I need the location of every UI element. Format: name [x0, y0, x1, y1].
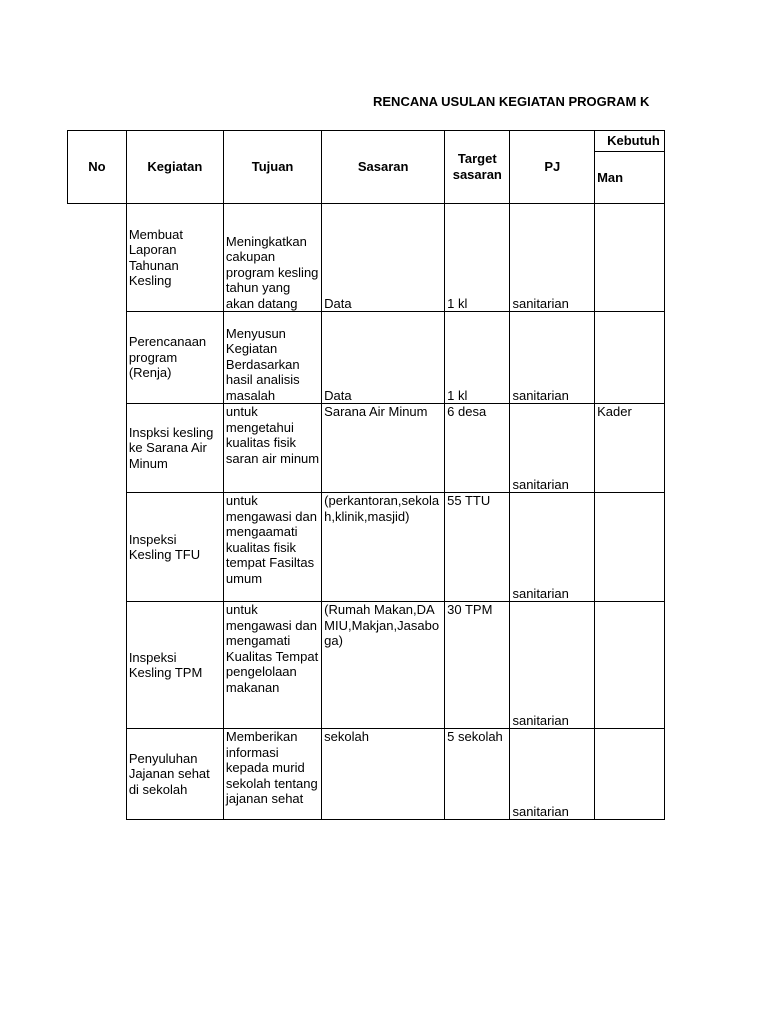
no-cell — [68, 493, 127, 602]
header-tujuan: Tujuan — [223, 131, 321, 204]
sasaran-cell: Data — [322, 312, 445, 404]
target-cell: 55 TTU — [445, 493, 510, 602]
table-row — [68, 493, 665, 602]
page-title: RENCANA USULAN KEGIATAN PROGRAM K — [373, 94, 650, 109]
no-cell — [68, 602, 127, 729]
tujuan-cell: untuk mengetahui kualitas fisik saran air minum — [223, 404, 321, 493]
header-target-sasaran: Target sasaran — [445, 131, 510, 204]
no-cell — [68, 404, 127, 493]
man-cell — [595, 204, 665, 312]
kegiatan-cell: Penyuluhan Jajanan sehat di sekolah — [126, 729, 223, 820]
table-row — [68, 404, 665, 493]
sasaran-cell: (Rumah Makan,DAMIU,Makjan,Jasaboga) — [322, 602, 445, 729]
kegiatan-cell: Membuat Laporan Tahunan Kesling — [126, 204, 223, 312]
pj-cell: sanitarian — [510, 404, 595, 493]
kegiatan-cell: Inspksi kesling ke Sarana Air Minum — [126, 404, 223, 493]
man-cell — [595, 729, 665, 820]
no-cell — [68, 729, 127, 820]
header-no: No — [68, 131, 127, 204]
pj-cell: sanitarian — [510, 312, 595, 404]
header-pj: PJ — [510, 131, 595, 204]
kegiatan-cell: Inspeksi Kesling TFU — [126, 493, 223, 602]
man-cell — [595, 493, 665, 602]
activity-table — [67, 130, 665, 820]
tujuan-cell: Memberikan informasi kepada murid sekolah tentang jajanan sehat — [223, 729, 321, 820]
table-row — [68, 312, 665, 404]
sasaran-cell: Data — [322, 204, 445, 312]
table-row — [68, 602, 665, 729]
target-cell: 5 sekolah — [445, 729, 510, 820]
pj-cell: sanitarian — [510, 204, 595, 312]
tujuan-cell: untuk mengawasi dan mengamati Kualitas Tempat pengelolaan makanan — [223, 602, 321, 729]
tujuan-cell: Menyusun Kegiatan Berdasarkan hasil analisis masalah — [223, 312, 321, 404]
kegiatan-cell: Inspeksi Kesling TPM — [126, 602, 223, 729]
sasaran-cell: sekolah — [322, 729, 445, 820]
man-cell: Kader — [595, 404, 665, 493]
target-cell: 1 kl — [445, 312, 510, 404]
pj-cell: sanitarian — [510, 729, 595, 820]
sasaran-cell: Sarana Air Minum — [322, 404, 445, 493]
table-row — [68, 204, 665, 312]
no-cell — [68, 204, 127, 312]
kegiatan-cell: Perencanaan program (Renja) — [126, 312, 223, 404]
man-cell — [595, 602, 665, 729]
header-kegiatan: Kegiatan — [126, 131, 223, 204]
target-cell: 6 desa — [445, 404, 510, 493]
tujuan-cell: Meningkatkan cakupan program kesling tahun yang akan datang — [223, 204, 321, 312]
header-kebutuhan: Kebutuh — [595, 131, 665, 152]
sasaran-cell: (perkantoran,sekolah,klinik,masjid) — [322, 493, 445, 602]
table-row — [68, 729, 665, 820]
pj-cell: sanitarian — [510, 493, 595, 602]
no-cell — [68, 312, 127, 404]
target-cell: 1 kl — [445, 204, 510, 312]
header-man: Man — [595, 152, 665, 204]
header-sasaran: Sasaran — [322, 131, 445, 204]
man-cell — [595, 312, 665, 404]
target-cell: 30 TPM — [445, 602, 510, 729]
pj-cell: sanitarian — [510, 602, 595, 729]
tujuan-cell: untuk mengawasi dan mengaamati kualitas fisik tempat Fasiltas umum — [223, 493, 321, 602]
